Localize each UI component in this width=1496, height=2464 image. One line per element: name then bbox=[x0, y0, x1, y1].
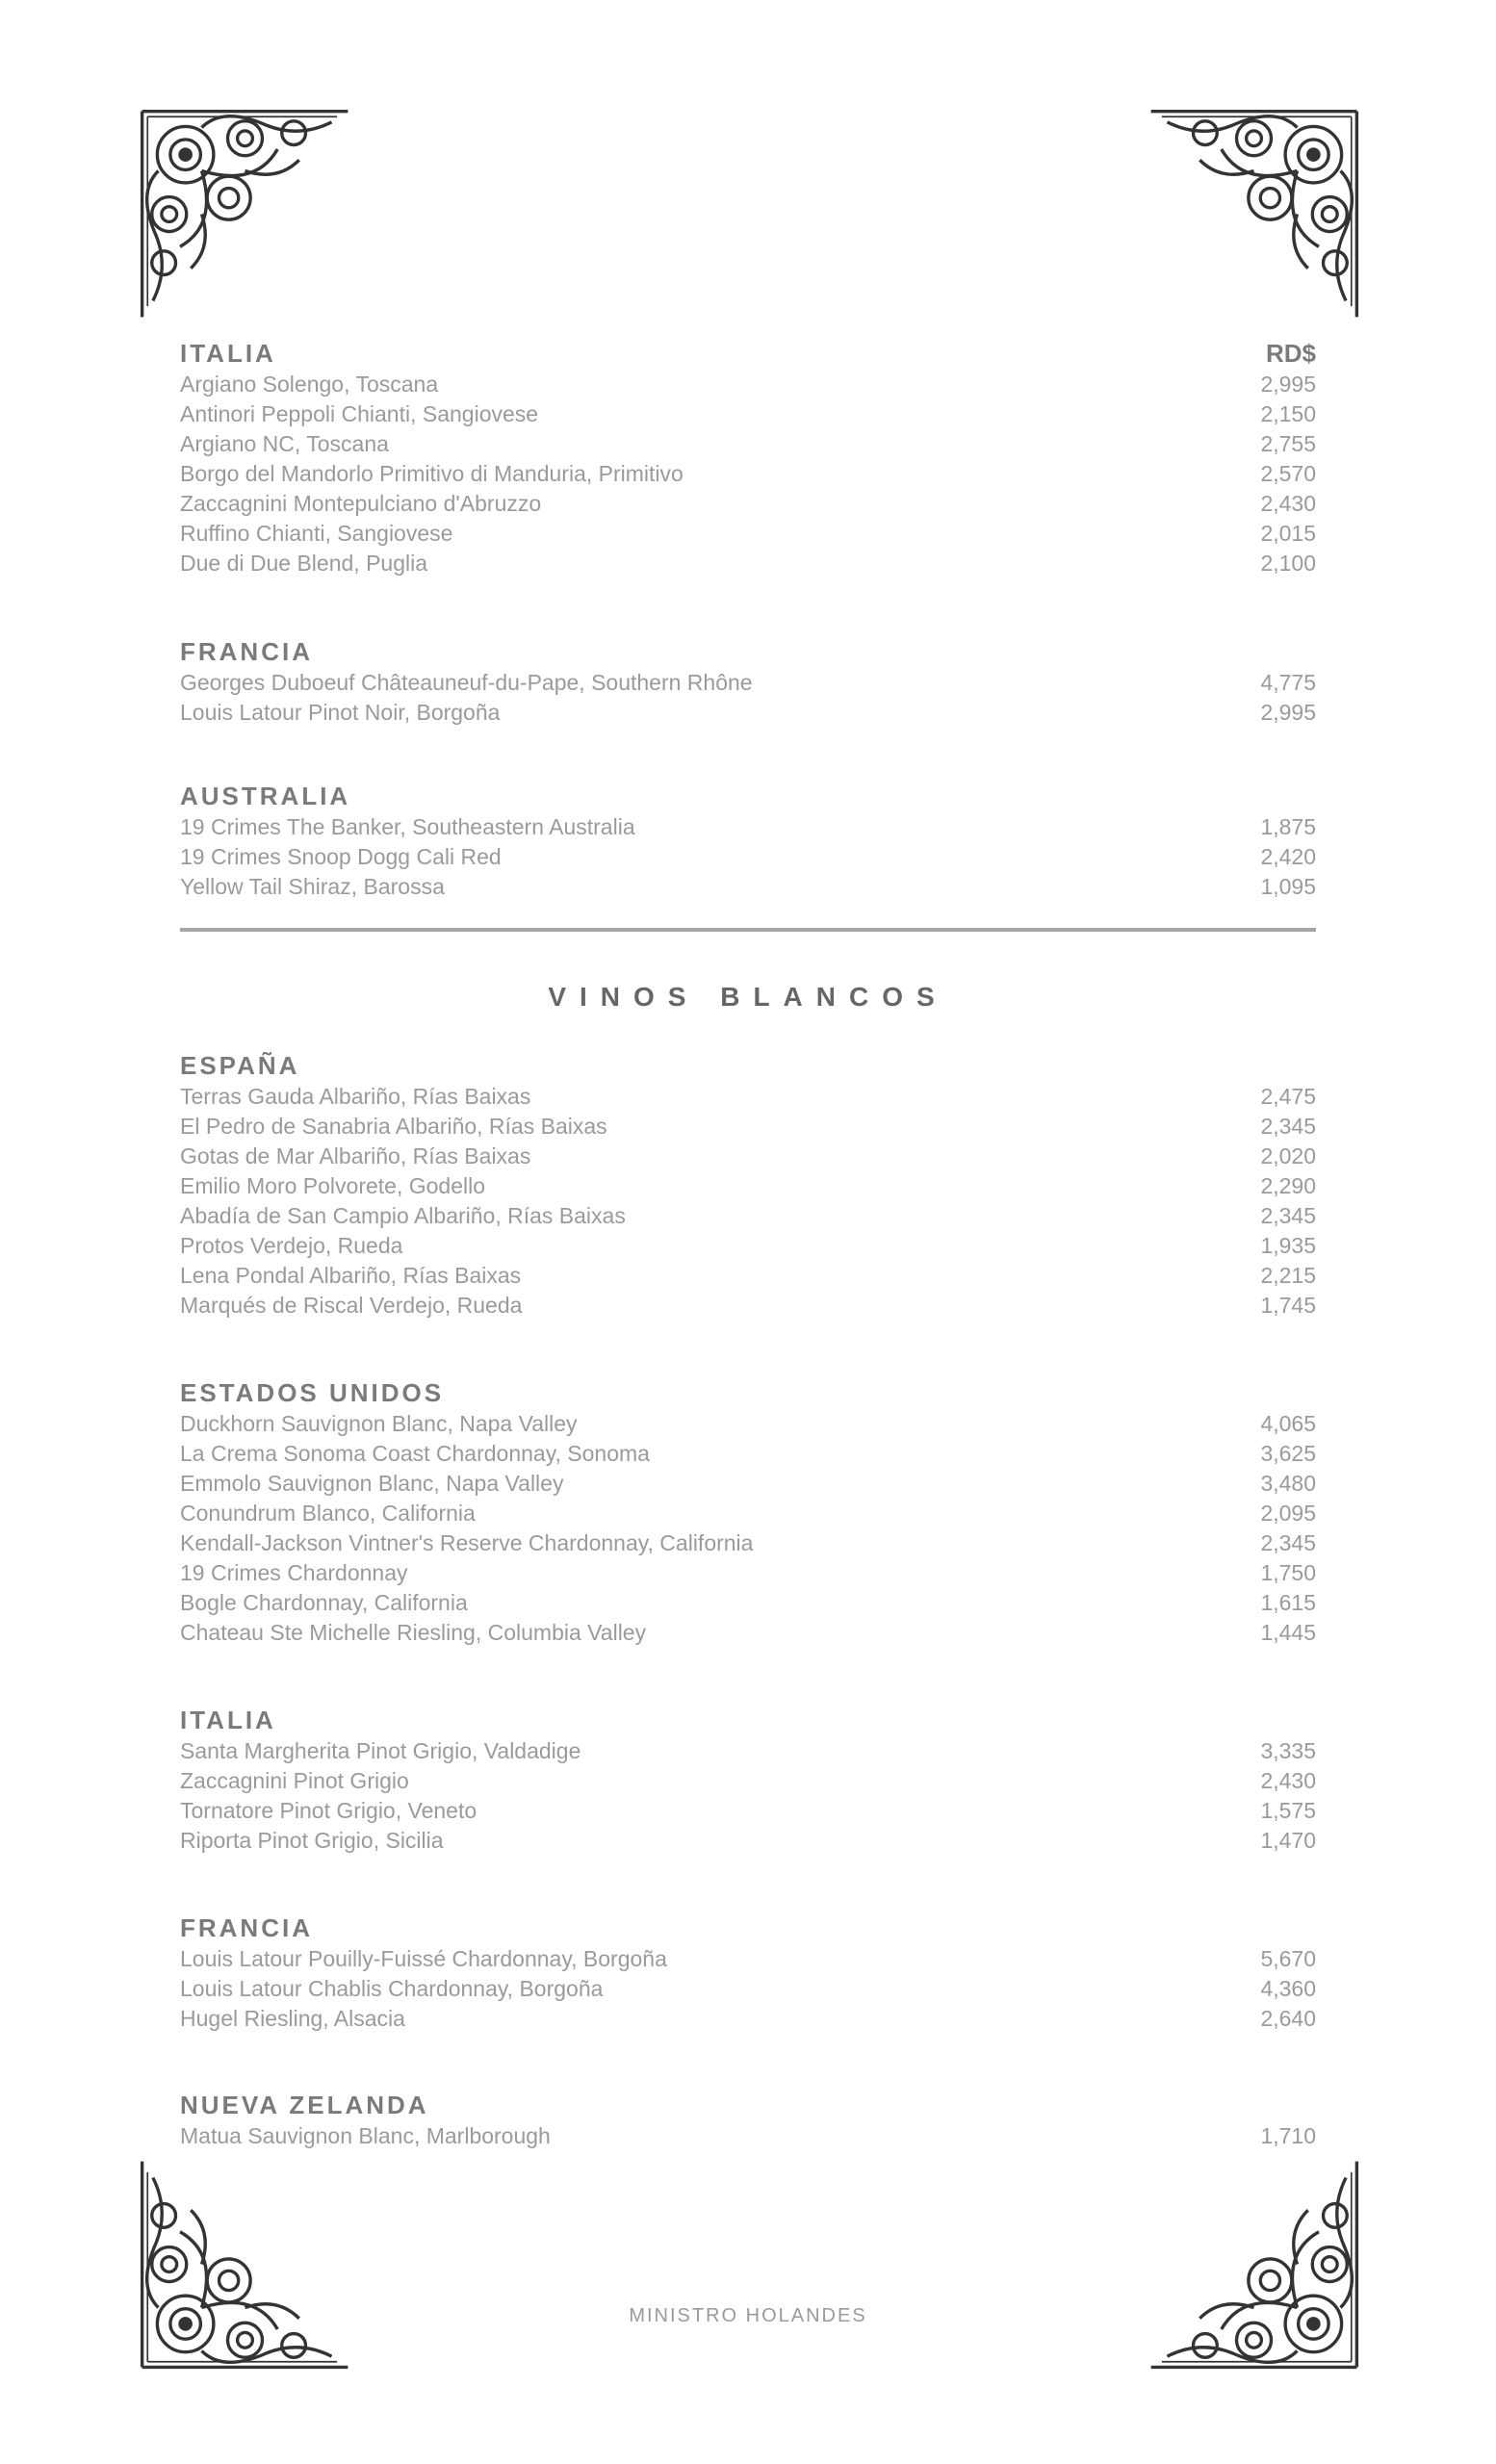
wine-name: Louis Latour Pinot Noir, Borgoña bbox=[180, 700, 501, 725]
wine-name: Zaccagnini Montepulciano d'Abruzzo bbox=[180, 491, 542, 516]
wine-price: 2,475 bbox=[1260, 1084, 1316, 1109]
wine-name: Hugel Riesling, Alsacia bbox=[180, 2006, 405, 2031]
wine-name: 19 Crimes Snoop Dogg Cali Red bbox=[180, 844, 502, 869]
wine-price: 4,360 bbox=[1260, 1976, 1316, 2001]
wine-row bbox=[180, 399, 1316, 429]
wine-price: 2,345 bbox=[1260, 1530, 1316, 1555]
scroll-ornament-icon bbox=[137, 106, 353, 322]
wine-price: 2,570 bbox=[1260, 461, 1316, 486]
wine-price: 2,995 bbox=[1260, 372, 1316, 397]
wine-name: Bogle Chardonnay, California bbox=[180, 1590, 468, 1615]
wine-row bbox=[180, 1618, 1316, 1648]
wine-price: 2,995 bbox=[1260, 700, 1316, 725]
wine-name: Argiano NC, Toscana bbox=[180, 431, 389, 456]
wine-row bbox=[180, 1112, 1316, 1142]
wine-name: Abadía de San Campio Albariño, Rías Baixas bbox=[180, 1203, 626, 1228]
wine-price: 2,095 bbox=[1260, 1501, 1316, 1526]
wine-row bbox=[180, 1796, 1316, 1826]
wine-row bbox=[180, 519, 1316, 549]
region-block-blancos-espana bbox=[180, 1049, 1316, 1321]
wine-name: Conundrum Blanco, California bbox=[180, 1501, 476, 1526]
region-title: AUSTRALIA bbox=[180, 782, 351, 810]
wine-row bbox=[180, 872, 1316, 902]
wine-row bbox=[180, 1082, 1316, 1112]
wine-name: Louis Latour Chablis Chardonnay, Borgoña bbox=[180, 1976, 604, 2001]
scroll-ornament-icon bbox=[1146, 2156, 1362, 2373]
wine-name: Gotas de Mar Albariño, Rías Baixas bbox=[180, 1143, 531, 1168]
region-title: FRANCIA bbox=[180, 1913, 313, 1942]
wine-name: 19 Crimes Chardonnay bbox=[180, 1560, 408, 1585]
scroll-ornament-icon bbox=[1146, 106, 1362, 322]
region-block-blancos-francia bbox=[180, 1912, 1316, 2034]
price-column-header: RD$ bbox=[1265, 339, 1316, 368]
wine-name: Kendall-Jackson Vintner's Reserve Chardonnay, California bbox=[180, 1530, 754, 1555]
region-title: NUEVA ZELANDA bbox=[180, 2091, 429, 2119]
wine-price: 3,480 bbox=[1260, 1471, 1316, 1496]
wine-price: 1,470 bbox=[1260, 1828, 1316, 1853]
wine-row bbox=[180, 1291, 1316, 1321]
wine-price: 2,430 bbox=[1260, 491, 1316, 516]
region-title: ITALIA bbox=[180, 1706, 276, 1734]
wine-name: Due di Due Blend, Puglia bbox=[180, 551, 427, 576]
wine-row bbox=[180, 1974, 1316, 2004]
wine-row bbox=[180, 1201, 1316, 1231]
wine-name: Antinori Peppoli Chianti, Sangiovese bbox=[180, 401, 539, 426]
wine-price: 2,215 bbox=[1260, 1263, 1316, 1288]
wine-row bbox=[180, 1439, 1316, 1469]
scroll-ornament-icon bbox=[137, 2156, 353, 2373]
wine-price: 4,065 bbox=[1260, 1411, 1316, 1436]
wine-name: Argiano Solengo, Toscana bbox=[180, 372, 439, 397]
wine-price: 2,345 bbox=[1260, 1114, 1316, 1139]
footer-text: MINISTRO HOLANDES bbox=[629, 2305, 867, 2326]
region-block-blancos-nueva-zelanda bbox=[180, 2089, 1316, 2151]
region-title: ESTADOS UNIDOS bbox=[180, 1378, 445, 1407]
wine-row bbox=[180, 1499, 1316, 1528]
wine-row bbox=[180, 429, 1316, 459]
wine-price: 2,345 bbox=[1260, 1203, 1316, 1228]
wine-name: Ruffino Chianti, Sangiovese bbox=[180, 521, 453, 546]
wine-price: 2,640 bbox=[1260, 2006, 1316, 2031]
wine-price: 1,875 bbox=[1260, 814, 1316, 839]
wine-name: Zaccagnini Pinot Grigio bbox=[180, 1768, 409, 1793]
wine-price: 1,745 bbox=[1260, 1293, 1316, 1318]
wine-row bbox=[180, 1469, 1316, 1499]
wine-price: 1,750 bbox=[1260, 1560, 1316, 1585]
wine-row bbox=[180, 1142, 1316, 1171]
wine-name: 19 Crimes The Banker, Southeastern Australia bbox=[180, 814, 635, 839]
wine-name: Santa Margherita Pinot Grigio, Valdadige bbox=[180, 1738, 581, 1763]
wine-row bbox=[180, 459, 1316, 489]
wine-price: 1,615 bbox=[1260, 1590, 1316, 1615]
wine-name: Protos Verdejo, Rueda bbox=[180, 1233, 403, 1258]
region-title: FRANCIA bbox=[180, 637, 313, 666]
region-block-tintos-italia bbox=[180, 337, 1316, 578]
wine-row bbox=[180, 1766, 1316, 1796]
region-block-tintos-australia bbox=[180, 780, 1316, 902]
region-block-blancos-italia bbox=[180, 1704, 1316, 1856]
wine-name: Lena Pondal Albariño, Rías Baixas bbox=[180, 1263, 522, 1288]
wine-name: Emilio Moro Polvorete, Godello bbox=[180, 1173, 486, 1198]
wine-row bbox=[180, 1261, 1316, 1291]
wine-row bbox=[180, 842, 1316, 872]
wine-name: Terras Gauda Albariño, Rías Baixas bbox=[180, 1084, 531, 1109]
wine-row bbox=[180, 489, 1316, 519]
wine-name: Louis Latour Pouilly-Fuissé Chardonnay, Borgoña bbox=[180, 1946, 667, 1971]
region-block-blancos-estados-unidos bbox=[180, 1376, 1316, 1648]
wine-name: Tornatore Pinot Grigio, Veneto bbox=[180, 1798, 477, 1823]
wine-row bbox=[180, 812, 1316, 842]
wine-price: 2,015 bbox=[1260, 521, 1316, 546]
section-banner-vinos-blancos: VINOS BLANCOS bbox=[548, 982, 948, 1012]
wine-row bbox=[180, 1736, 1316, 1766]
wine-name: Georges Duboeuf Châteauneuf-du-Pape, Southern Rhône bbox=[180, 670, 753, 695]
wine-name: Marqués de Riscal Verdejo, Rueda bbox=[180, 1293, 523, 1318]
wine-price: 1,710 bbox=[1260, 2123, 1316, 2148]
wine-name: Emmolo Sauvignon Blanc, Napa Valley bbox=[180, 1471, 564, 1496]
wine-name: Riporta Pinot Grigio, Sicilia bbox=[180, 1828, 444, 1853]
wine-price: 2,420 bbox=[1260, 844, 1316, 869]
section-divider bbox=[180, 928, 1316, 932]
wine-row bbox=[180, 1231, 1316, 1261]
wine-price: 1,935 bbox=[1260, 1233, 1316, 1258]
wine-name: Yellow Tail Shiraz, Barossa bbox=[180, 874, 445, 899]
wine-row bbox=[180, 668, 1316, 698]
wine-price: 2,020 bbox=[1260, 1143, 1316, 1168]
region-block-tintos-francia bbox=[180, 635, 1316, 728]
wine-row bbox=[180, 1588, 1316, 1618]
wine-row bbox=[180, 1944, 1316, 1974]
wine-price: 3,625 bbox=[1260, 1441, 1316, 1466]
wine-name: Chateau Ste Michelle Riesling, Columbia Valley bbox=[180, 1620, 647, 1645]
region-title: ITALIA bbox=[180, 339, 276, 368]
wine-price: 4,775 bbox=[1260, 670, 1316, 695]
wine-name: Borgo del Mandorlo Primitivo di Manduria, Primitivo bbox=[180, 461, 684, 486]
wine-price: 1,575 bbox=[1260, 1798, 1316, 1823]
region-title: ESPAÑA bbox=[180, 1051, 300, 1080]
wine-row bbox=[180, 549, 1316, 578]
wine-name: Matua Sauvignon Blanc, Marlborough bbox=[180, 2123, 551, 2148]
wine-row bbox=[180, 1558, 1316, 1588]
wine-price: 2,100 bbox=[1260, 551, 1316, 576]
wine-price: 2,430 bbox=[1260, 1768, 1316, 1793]
wine-row bbox=[180, 1528, 1316, 1558]
wine-row bbox=[180, 2004, 1316, 2034]
wine-price: 5,670 bbox=[1260, 1946, 1316, 1971]
wine-row bbox=[180, 370, 1316, 399]
wine-name: La Crema Sonoma Coast Chardonnay, Sonoma bbox=[180, 1441, 650, 1466]
wine-name: Duckhorn Sauvignon Blanc, Napa Valley bbox=[180, 1411, 578, 1436]
wine-row bbox=[180, 1409, 1316, 1439]
wine-row bbox=[180, 1826, 1316, 1856]
wine-price: 3,335 bbox=[1260, 1738, 1316, 1763]
wine-name: El Pedro de Sanabria Albariño, Rías Baixas bbox=[180, 1114, 607, 1139]
wine-row bbox=[180, 2121, 1316, 2151]
wine-price: 1,095 bbox=[1260, 874, 1316, 899]
wine-price: 2,755 bbox=[1260, 431, 1316, 456]
wine-row bbox=[180, 1171, 1316, 1201]
wine-row bbox=[180, 698, 1316, 728]
wine-price: 1,445 bbox=[1260, 1620, 1316, 1645]
wine-price: 2,290 bbox=[1260, 1173, 1316, 1198]
wine-price: 2,150 bbox=[1260, 401, 1316, 426]
